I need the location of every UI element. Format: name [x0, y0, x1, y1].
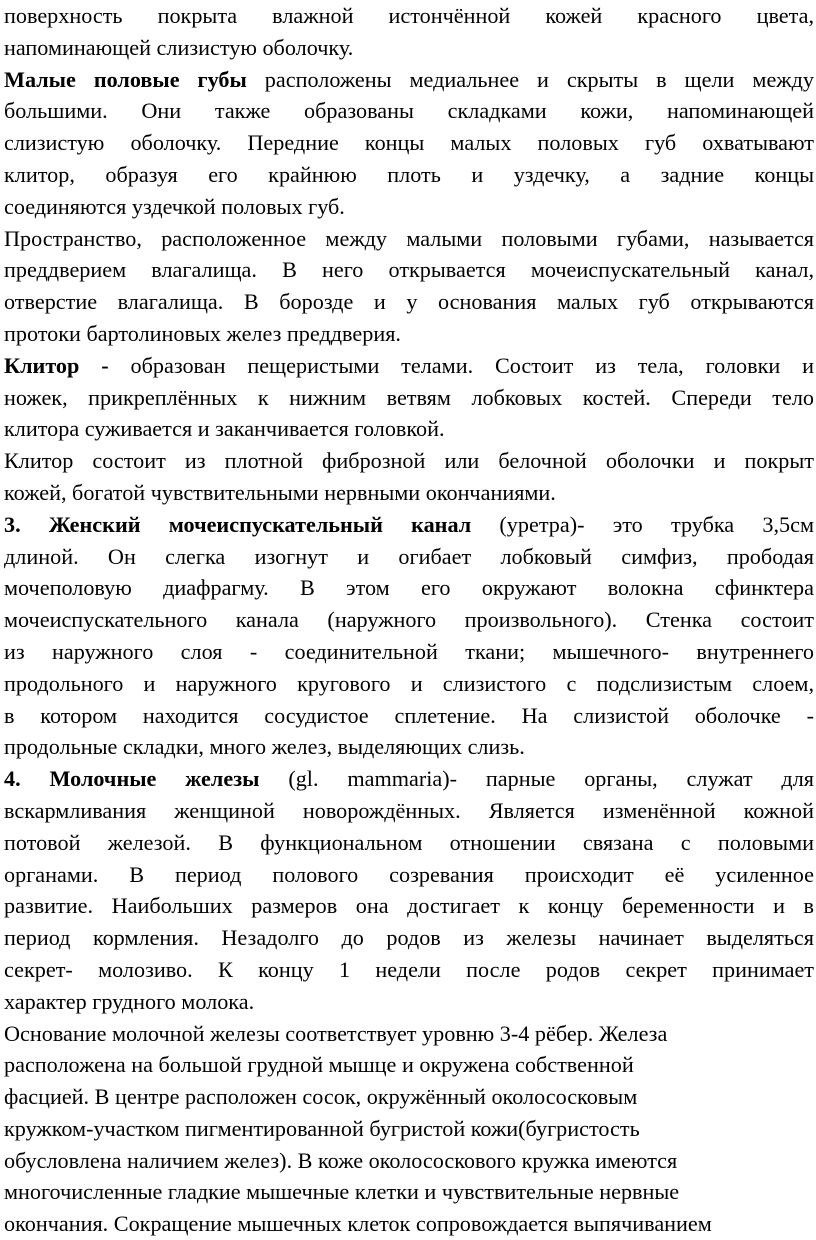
text-run: развитие. Наибольших размеров она достигает к концу беременности и в — [4, 893, 814, 918]
paragraph-p5 — [4, 509, 814, 763]
text-line — [4, 1176, 814, 1208]
text-line — [4, 509, 814, 541]
text-run: период кормления. Незадолго до родов из железы начинает выделяться — [4, 925, 814, 950]
text-run: напоминающей слизистую оболочку. — [4, 35, 353, 60]
text-run: продольного и наружного кругового и слизистого с подслизистым слоем, — [4, 671, 814, 696]
text-line — [4, 127, 814, 159]
text-line — [4, 1018, 814, 1050]
bold-term: Клитор - — [4, 353, 109, 378]
text-run: мочеполовую диафрагму. В этом его окружают волокна сфинктера — [4, 575, 814, 600]
text-run: отверстие влагалища. В борозде и у основания малых губ открываются — [4, 289, 814, 314]
text-run: многочисленные гладкие мышечные клетки и чувствительные нервные — [4, 1179, 679, 1204]
text-run: длиной. Он слегка изогнут и огибает лобковый симфиз, прободая — [4, 544, 814, 569]
text-line — [4, 986, 814, 1018]
text-line — [4, 541, 814, 573]
text-line — [4, 572, 814, 604]
paragraph-p2 — [4, 223, 814, 350]
text-run: расположена на большой грудной мышце и окружена собственной — [4, 1052, 634, 1077]
text-line — [4, 350, 814, 382]
text-run: продольные складки, много желез, выделяющих слизь. — [4, 734, 525, 759]
text-line — [4, 700, 814, 732]
text-line — [4, 795, 814, 827]
text-run: окончания. Сокращение мышечных клеток сопровождается выпячиванием — [4, 1211, 712, 1236]
text-run: преддверием влагалища. В него открывается мочеиспускательный канал, — [4, 257, 814, 282]
text-line — [4, 859, 814, 891]
text-line — [4, 286, 814, 318]
text-line — [4, 1049, 814, 1081]
text-run: расположены медиальнее и скрыты в щели между — [247, 67, 814, 92]
text-run: соединяются уздечкой половых губ. — [4, 194, 345, 219]
paragraph-p1 — [4, 64, 814, 223]
text-line — [4, 731, 814, 763]
text-line — [4, 1145, 814, 1177]
text-line — [4, 445, 814, 477]
text-run: клитора суживается и заканчивается головкой. — [4, 416, 445, 441]
text-line — [4, 668, 814, 700]
text-run: образован пещеристыми телами. Состоит из тела, головки и — [109, 353, 814, 378]
text-run: из наружного слоя - соединительной ткани; мышечного- внутреннего — [4, 639, 814, 664]
text-run: большими. Они также образованы складками кожи, напоминающей — [4, 98, 814, 123]
text-run: слизистую оболочку. Передние концы малых половых губ охватывают — [4, 130, 814, 155]
text-line — [4, 890, 814, 922]
bold-term: 3. Женский мочеиспускательный канал — [4, 512, 471, 537]
paragraph-p4 — [4, 445, 814, 509]
text-run: клитор, образуя его крайнюю плоть и уздечку, а задние концы — [4, 162, 814, 187]
text-line — [4, 413, 814, 445]
bold-term: Малые половые губы — [4, 67, 247, 92]
text-line — [4, 1113, 814, 1145]
text-line — [4, 382, 814, 414]
text-run: секрет- молозиво. К концу 1 недели после родов секрет принимает — [4, 957, 814, 982]
bold-term: 4. Молочные железы — [4, 766, 259, 791]
text-run: обусловлена наличием желез). В коже околососкового кружка имеются — [4, 1148, 677, 1173]
text-run: фасцией. В центре расположен сосок, окружённый околососковым — [4, 1084, 637, 1109]
text-line — [4, 159, 814, 191]
text-line — [4, 32, 814, 64]
text-run: протоки бартолиновых желез преддверия. — [4, 321, 401, 346]
text-run: мочеиспускательного канала (наружного произвольного). Стенка состоит — [4, 607, 814, 632]
text-line — [4, 636, 814, 668]
text-run: (уретра)- это трубка 3,5см — [471, 512, 814, 537]
text-run: (gl. mammaria)- парные органы, служат для — [259, 766, 814, 791]
text-run: органами. В период полового созревания происходит её усиленное — [4, 862, 814, 887]
text-run: характер грудного молока. — [4, 989, 254, 1014]
text-line — [4, 95, 814, 127]
text-run: Клитор состоит из плотной фиброзной или белочной оболочки и покрыт — [4, 448, 814, 473]
text-line — [4, 254, 814, 286]
text-line — [4, 604, 814, 636]
text-run: ножек, прикреплённых к нижним ветвям лобковых костей. Спереди тело — [4, 385, 814, 410]
text-line — [4, 1208, 814, 1240]
text-run: поверхность покрыта влажной истончённой кожей красного цвета, — [4, 3, 814, 28]
paragraph-p7 — [4, 1018, 814, 1240]
text-line — [4, 827, 814, 859]
text-line — [4, 954, 814, 986]
text-run: в котором находится сосудистое сплетение. На слизистой оболочке - — [4, 703, 814, 728]
text-line — [4, 191, 814, 223]
text-line — [4, 763, 814, 795]
text-run: вскармливания женщиной новорождённых. Является изменённой кожной — [4, 798, 814, 823]
text-line — [4, 477, 814, 509]
text-line — [4, 318, 814, 350]
text-line — [4, 922, 814, 954]
text-run: кружком-участком пигментированной бугристой кожи(бугристость — [4, 1116, 640, 1141]
text-line — [4, 1081, 814, 1113]
text-line — [4, 0, 814, 32]
text-run: Основание молочной железы соответствует уровню 3-4 рёбер. Железа — [4, 1021, 667, 1046]
text-line — [4, 64, 814, 96]
text-line — [4, 223, 814, 255]
text-run: потовой железой. В функциональном отношении связана с половыми — [4, 830, 814, 855]
paragraph-p6 — [4, 763, 814, 1017]
paragraph-p0 — [4, 0, 814, 64]
text-run: Пространство, расположенное между малыми половыми губами, называется — [4, 226, 814, 251]
paragraph-p3 — [4, 350, 814, 445]
text-run: кожей, богатой чувствительными нервными окончаниями. — [4, 480, 556, 505]
